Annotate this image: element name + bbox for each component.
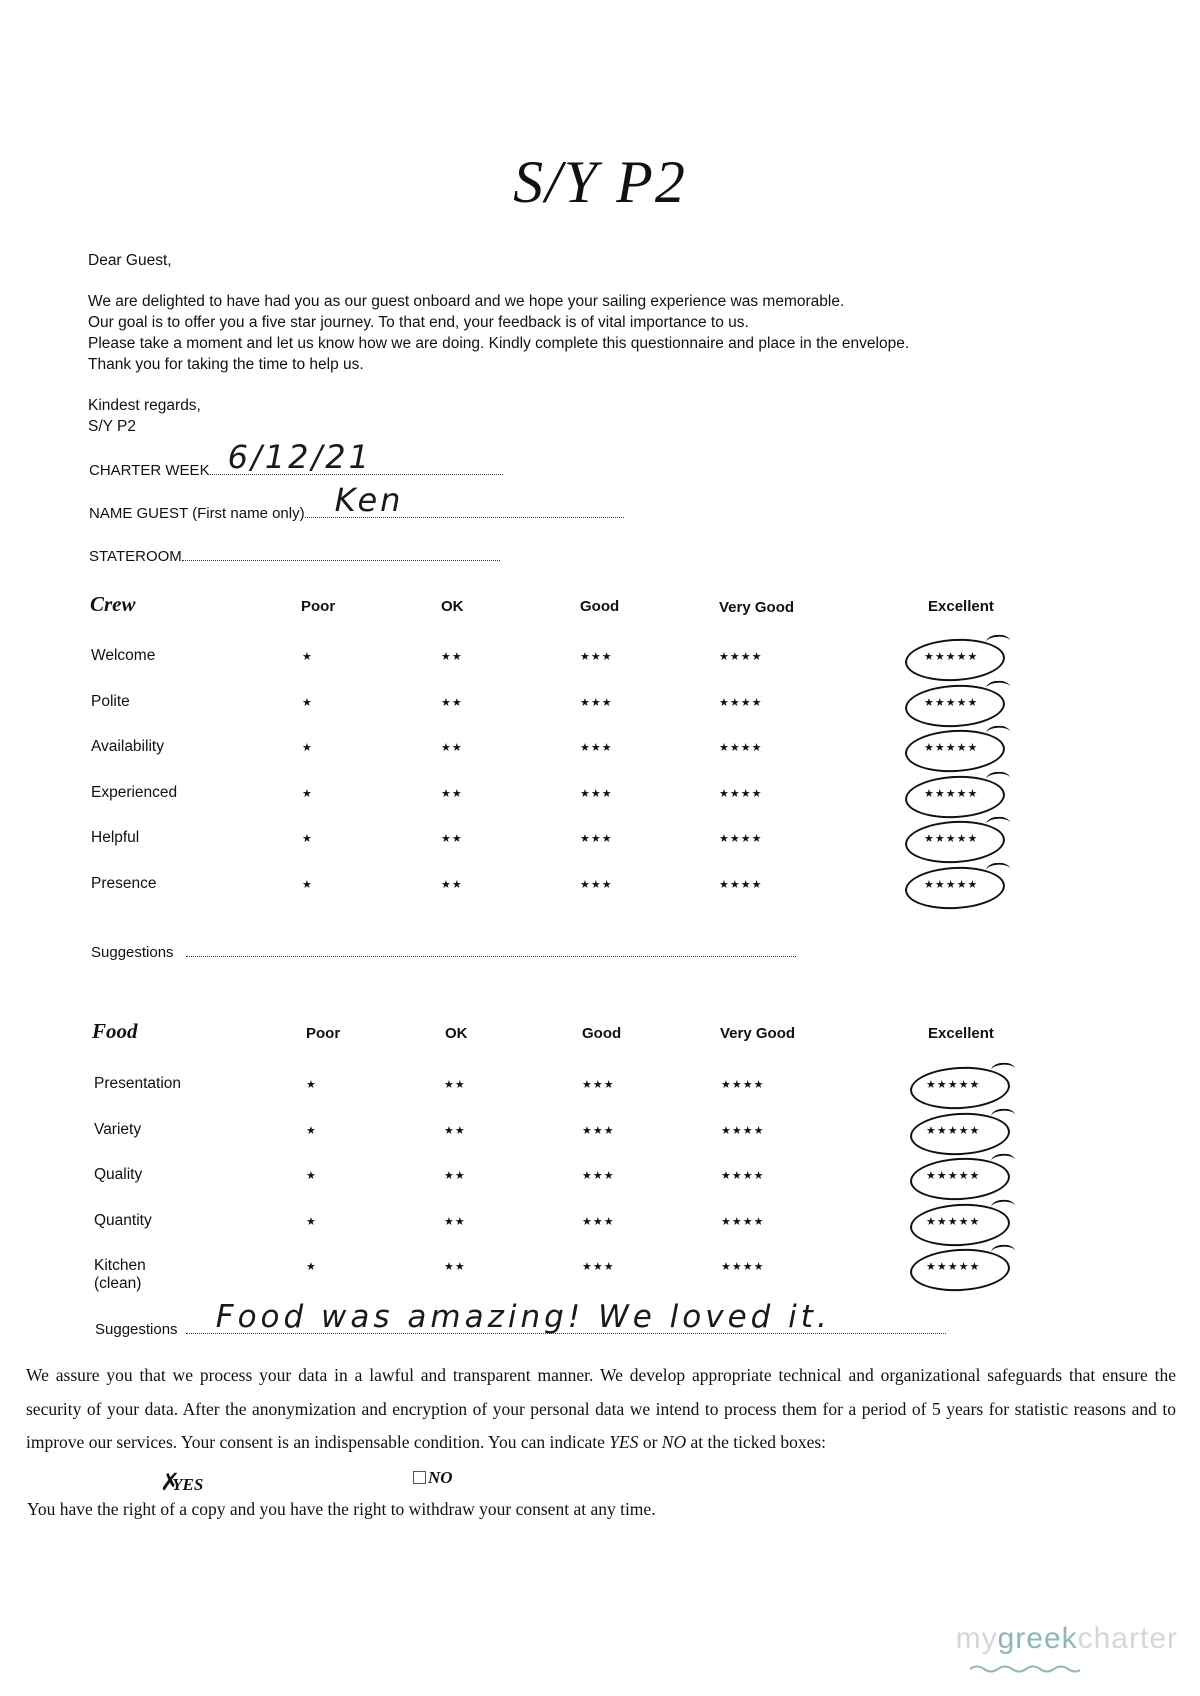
or-word: or — [638, 1432, 662, 1452]
rating-option-good[interactable]: ★★★ — [582, 1079, 615, 1091]
col-poor: Poor — [306, 1025, 341, 1042]
rating-option-ok[interactable]: ★★ — [444, 1215, 466, 1228]
rating-option-good[interactable]: ★★★ — [582, 1215, 615, 1228]
rating-row-label: Polite — [91, 692, 130, 710]
col-very-good: Very Good — [720, 1025, 796, 1042]
selected-rating-circle — [904, 773, 1006, 820]
signature: S/Y P2 — [88, 418, 136, 435]
charter-week-value: 6/12/21 — [227, 438, 372, 476]
rating-option-ok[interactable]: ★★ — [441, 878, 463, 891]
rating-row-label: Presence — [91, 874, 157, 892]
letter-line: Please take a moment and let us know how we are doing. Kindly complete this questionnaire and place in the envelope. — [88, 335, 910, 352]
consent-no-label: NO — [428, 1468, 453, 1487]
letter-line: Our goal is to offer you a five star journey. To that end, your feedback is of vital importance to us. — [88, 314, 749, 331]
charter-week-label: CHARTER WEEK — [89, 462, 210, 479]
selected-rating-circle — [904, 682, 1006, 729]
rating-row-label: Welcome — [91, 647, 156, 664]
greeting: Dear Guest, — [88, 252, 172, 269]
rating-option-very-good[interactable]: ★★★★ — [721, 1124, 765, 1137]
letter-line: Thank you for taking the time to help us. — [88, 356, 364, 373]
rating-option-very-good[interactable]: ★★★★ — [721, 1261, 765, 1273]
rating-option-excellent[interactable]: ★★★★★ — [926, 1215, 981, 1228]
letter-body — [88, 250, 909, 437]
consent-no-option[interactable] — [413, 1468, 453, 1488]
consent-text: We assure you that we process your data in a lawful and transparent manner. We develop appropriate technical and organizational safeguards that ensure the security of your data. After the anonymization and encryption of your personal data we intend to process them for a period of 5 years for statistic reasons and to improve our services. Your consent is an indispensable condition. You can indicate — [26, 1365, 1176, 1452]
checkbox-icon — [413, 1471, 426, 1484]
selected-rating-circle — [909, 1201, 1011, 1248]
watermark-brand: greek — [997, 1622, 1078, 1655]
rating-option-excellent[interactable]: ★★★★★ — [926, 1079, 981, 1091]
consent-yes-option[interactable] — [160, 1468, 203, 1497]
rating-option-ok[interactable]: ★★ — [441, 833, 463, 845]
selected-rating-circle — [904, 636, 1006, 683]
rating-option-excellent[interactable]: ★★★★★ — [924, 787, 979, 800]
no-word: NO — [661, 1432, 687, 1452]
rating-option-ok[interactable]: ★★ — [441, 787, 463, 800]
rating-row-label: Quantity — [94, 1211, 152, 1229]
rating-option-poor[interactable]: ★ — [306, 1079, 317, 1091]
col-ok: OK — [441, 598, 464, 615]
rating-option-good[interactable]: ★★★ — [580, 833, 613, 845]
rating-option-excellent[interactable]: ★★★★★ — [926, 1124, 981, 1137]
rating-option-good[interactable]: ★★★ — [582, 1124, 615, 1137]
col-ok: OK — [445, 1025, 468, 1042]
rating-option-ok[interactable]: ★★ — [441, 696, 463, 709]
closing: Kindest regards, — [88, 397, 201, 414]
data-consent-paragraph — [26, 1359, 1176, 1460]
rating-option-poor[interactable]: ★ — [302, 742, 313, 754]
yes-word: YES — [609, 1432, 639, 1452]
rating-option-good[interactable]: ★★★ — [582, 1261, 615, 1273]
rating-option-very-good[interactable]: ★★★★ — [719, 787, 763, 800]
rating-row-label: Variety — [94, 1120, 142, 1138]
stateroom-label: STATEROOM — [89, 548, 182, 565]
rating-option-ok[interactable]: ★★ — [444, 1079, 466, 1091]
rating-option-very-good[interactable]: ★★★★ — [721, 1079, 765, 1091]
rating-option-excellent[interactable]: ★★★★★ — [924, 742, 979, 754]
rating-option-poor[interactable]: ★ — [306, 1170, 317, 1182]
rating-option-good[interactable]: ★★★ — [580, 651, 613, 663]
rating-option-ok[interactable]: ★★ — [444, 1170, 466, 1182]
name-guest-label: NAME GUEST (First name only) — [89, 505, 305, 522]
rating-row-label: Experienced — [91, 783, 178, 801]
rights-text: You have the right of a copy and you have the right to withdraw your consent at any time. — [27, 1499, 656, 1519]
col-good: Good — [580, 598, 620, 615]
rating-option-very-good[interactable]: ★★★★ — [719, 651, 763, 663]
watermark-logo — [956, 1622, 1178, 1656]
rating-option-very-good[interactable]: ★★★★ — [719, 742, 763, 754]
rating-option-poor[interactable]: ★ — [302, 651, 313, 663]
name-guest-field[interactable] — [89, 481, 624, 522]
tick-mark-icon: ✗ — [160, 1470, 181, 1496]
charter-week-field[interactable] — [89, 438, 503, 479]
rating-option-excellent[interactable]: ★★★★★ — [926, 1170, 981, 1182]
rating-row-label: Kitchen (clean) — [94, 1257, 146, 1292]
selected-rating-circle — [909, 1155, 1011, 1202]
selected-rating-circle — [909, 1064, 1011, 1111]
name-guest-value: Ken — [334, 481, 404, 519]
document-title: S/Y P2 — [513, 149, 687, 215]
rating-option-very-good[interactable]: ★★★★ — [719, 696, 763, 709]
rating-option-good[interactable]: ★★★ — [580, 742, 613, 754]
rating-option-ok[interactable]: ★★ — [444, 1124, 466, 1137]
watermark-prefix: my — [955, 1622, 998, 1655]
food-section-title: Food — [92, 1019, 138, 1043]
rating-option-good[interactable]: ★★★ — [580, 696, 613, 709]
rating-option-poor[interactable]: ★ — [302, 787, 313, 800]
rating-option-very-good[interactable]: ★★★★ — [721, 1170, 765, 1182]
rating-option-excellent[interactable]: ★★★★★ — [926, 1261, 981, 1273]
food-suggestions-field[interactable] — [95, 1299, 946, 1338]
stateroom-field[interactable] — [89, 548, 500, 565]
rating-option-good[interactable]: ★★★ — [582, 1170, 615, 1182]
selected-rating-circle — [909, 1246, 1011, 1293]
rating-option-poor[interactable]: ★ — [302, 696, 313, 709]
rating-option-very-good[interactable]: ★★★★ — [721, 1215, 765, 1228]
col-good: Good — [582, 1025, 622, 1042]
rating-option-poor[interactable]: ★ — [302, 878, 313, 891]
rating-option-excellent[interactable]: ★★★★★ — [924, 696, 979, 709]
selected-rating-circle — [904, 864, 1006, 911]
rating-option-ok[interactable]: ★★ — [441, 651, 463, 663]
letter-line: We are delighted to have had you as our guest onboard and we hope your sailing experience was memorable. — [88, 293, 845, 310]
crew-suggestions-field[interactable] — [91, 944, 796, 961]
rating-option-poor[interactable]: ★ — [302, 833, 313, 845]
selected-rating-circle — [909, 1110, 1011, 1157]
rating-option-very-good[interactable]: ★★★★ — [719, 833, 763, 845]
consent-text-end: at the ticked boxes: — [686, 1432, 827, 1452]
rating-option-poor[interactable]: ★ — [306, 1215, 317, 1228]
rating-option-good[interactable]: ★★★ — [580, 878, 613, 891]
rating-row-label: Presentation — [94, 1075, 182, 1092]
rating-option-excellent[interactable]: ★★★★★ — [924, 651, 979, 663]
crew-suggestions-label: Suggestions — [91, 944, 174, 961]
rating-option-good[interactable]: ★★★ — [580, 787, 613, 800]
rating-row-label: Helpful — [91, 829, 140, 846]
rating-option-very-good[interactable]: ★★★★ — [719, 878, 763, 891]
watermark-suffix: charter — [1077, 1622, 1178, 1655]
food-suggestions-value: Food was amazing! We loved it. — [215, 1299, 831, 1335]
col-excellent: Excellent — [928, 1025, 994, 1042]
selected-rating-circle — [904, 727, 1006, 774]
rating-row-label: Quality — [94, 1166, 143, 1183]
col-excellent: Excellent — [928, 598, 994, 615]
rating-row-label: Availability — [91, 738, 164, 755]
crew-section-title: Crew — [90, 592, 136, 616]
col-poor: Poor — [301, 598, 336, 615]
rating-option-poor[interactable]: ★ — [306, 1261, 317, 1273]
selected-rating-circle — [904, 818, 1006, 865]
rating-option-ok[interactable]: ★★ — [441, 742, 463, 754]
col-very-good: Very Good — [719, 599, 795, 616]
rating-option-excellent[interactable]: ★★★★★ — [924, 878, 979, 891]
rating-option-ok[interactable]: ★★ — [444, 1261, 466, 1273]
consent-yes-label: YES — [172, 1475, 204, 1494]
food-suggestions-label: Suggestions — [95, 1321, 178, 1338]
rating-option-poor[interactable]: ★ — [306, 1124, 317, 1137]
watermark-wave-icon — [970, 1664, 1080, 1674]
rating-option-excellent[interactable]: ★★★★★ — [924, 833, 979, 845]
